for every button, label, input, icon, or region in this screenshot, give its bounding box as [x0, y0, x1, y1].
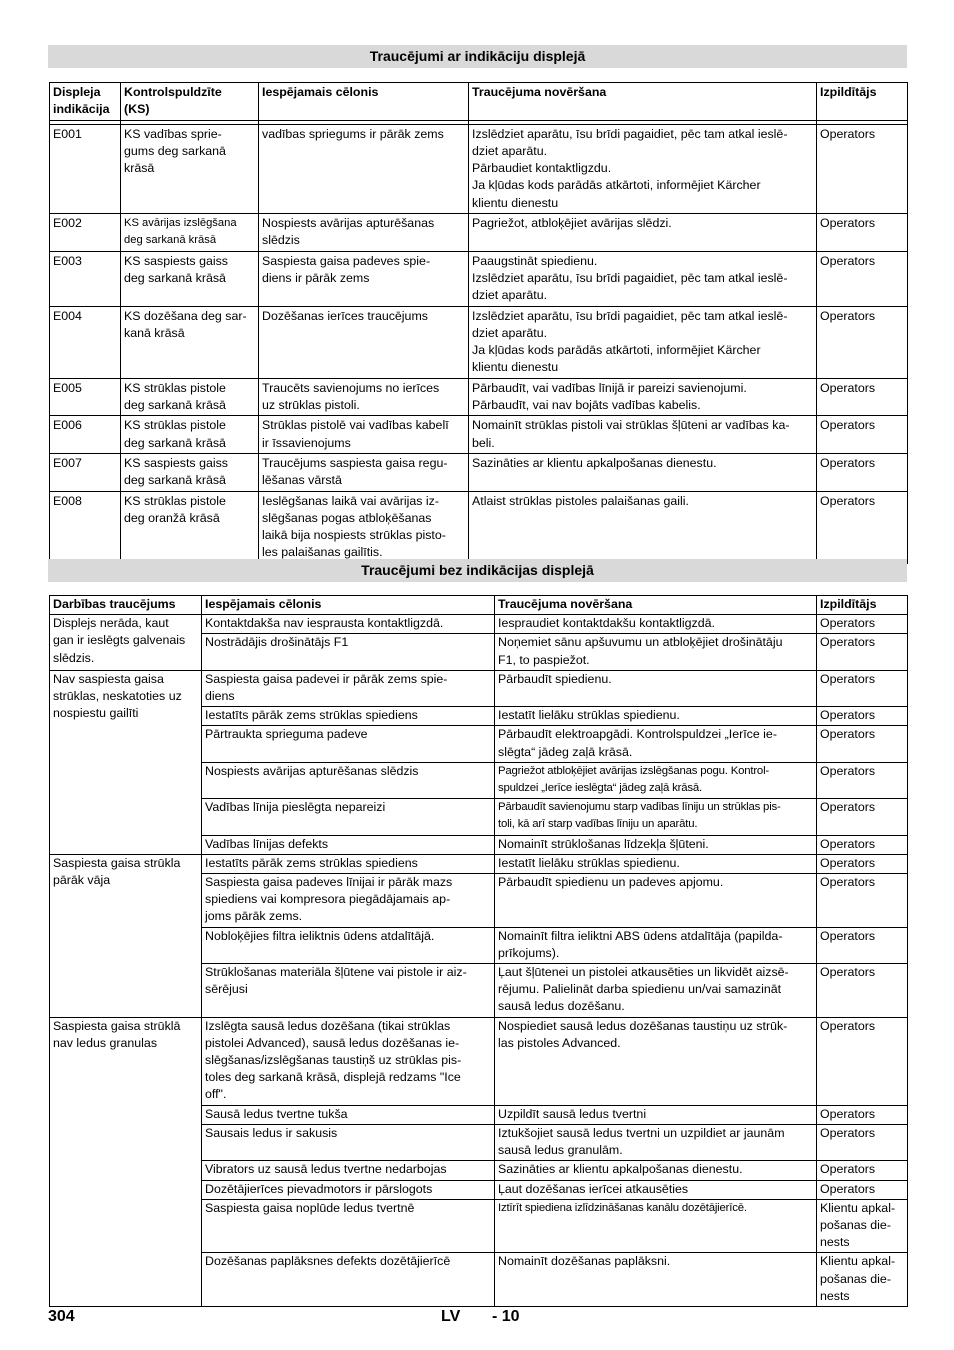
- table-row: [50, 214, 908, 252]
- table-cell: Operators: [817, 214, 908, 252]
- table-cell: Pagriežot, atbloķējiet avārijas slēdzi.: [469, 214, 817, 252]
- table-cell: Iztīrīt spiediena izlīdzināšanas kanālu dozētājierīcē.: [495, 1199, 817, 1253]
- table-cell: Pārbaudīt, vai vadības līnijā ir pareizi savienojumi. Pārbaudīt, vai nav bojāts vadības kabelis.: [469, 378, 817, 416]
- non-display-faults-table: [49, 595, 908, 1307]
- sub-page-number: - 10: [492, 1308, 520, 1325]
- col-header-performer: Izpildītājs: [817, 83, 908, 121]
- table-row: [50, 670, 908, 706]
- table-cell: Klientu apkal- pošanas die- nests: [817, 1253, 908, 1307]
- table-row: [50, 306, 908, 378]
- table-cell: E005: [50, 378, 121, 416]
- table-cell: Operators: [817, 762, 908, 798]
- table-row: [50, 416, 908, 454]
- col-header-remedy: Traucējuma novēršana: [469, 83, 817, 121]
- table-cell: Izslēdziet aparātu, īsu brīdi pagaidiet, pēc tam atkal ieslē- dziet aparātu. Ja kļūdas kods parādās atkārtoti, informējiet Kärcher klientu dienestu: [469, 306, 817, 378]
- col-header-cause: Iespējamais cēlonis: [259, 83, 469, 121]
- table-cell: Traucējums saspiesta gaisa regu- lēšanas vārstā: [259, 453, 469, 491]
- table-cell: Sazināties ar klientu apkalpošanas dienestu.: [469, 453, 817, 491]
- table-cell: Ļaut dozēšanas ierīcei atkausēties: [495, 1180, 817, 1199]
- table-cell: Vadības līnijas defekts: [202, 835, 495, 854]
- fault-cell: Nav saspiesta gaisa strūklas, neskatoties uz nospiestu gailīti: [50, 670, 202, 854]
- table-cell: Ļaut šļūtenei un pistolei atkausēties un likvidēt aizsē- rējumu. Palielināt darba spiedienu un/vai samazināt sausā ledus dozēšanu.: [495, 964, 817, 1018]
- table-row: [50, 378, 908, 416]
- section1-title: Traucējumi ar indikāciju displejā: [48, 45, 907, 68]
- table-cell: KS saspiests gaiss deg sarkanā krāsā: [121, 251, 259, 306]
- table-cell: Nomainīt dozēšanas paplāksni.: [495, 1253, 817, 1307]
- table-cell: Kontaktdakša nav iesprausta kontaktligzdā.: [202, 615, 495, 634]
- table-cell: Operators: [817, 726, 908, 762]
- table-cell: Operators: [817, 306, 908, 378]
- table-cell: Operators: [817, 615, 908, 634]
- table-row: [50, 453, 908, 491]
- table-cell: Iestatīts pārāk zems strūklas spiediens: [202, 854, 495, 873]
- col2-header-remedy: Traucējuma novēršana: [495, 596, 817, 615]
- table-cell: Nospiediet sausā ledus dozēšanas taustiņu uz strūk- las pistoles Advanced.: [495, 1017, 817, 1105]
- table-cell: Nospiests avārijas apturēšanas slēdzis: [259, 214, 469, 252]
- table-cell: Operators: [817, 251, 908, 306]
- table-cell: Iztukšojiet sausā ledus tvertni un uzpildiet ar jaunām sausā ledus granulām.: [495, 1124, 817, 1160]
- fault-cell: Saspiesta gaisa strūkla pārāk vāja: [50, 854, 202, 1017]
- table-cell: Sazināties ar klientu apkalpošanas dienestu.: [495, 1161, 817, 1180]
- table-cell: Iespraudiet kontaktdakšu kontaktligzdā.: [495, 615, 817, 634]
- col-header-display: Displeja indikācija: [50, 83, 121, 121]
- table-cell: Operators: [817, 124, 908, 213]
- fault-cell: Saspiesta gaisa strūklā nav ledus granulas: [50, 1017, 202, 1306]
- table-cell: Operators: [817, 634, 908, 670]
- table-cell: Izslēgta sausā ledus dozēšana (tikai strūklas pistolei Advanced), sausā ledus dozēšanas ie- slēgšanas/izslēgšanas taustiņš uz strūklas pis- toles deg sarkanā krāsā, displejā redzams "Ice off".: [202, 1017, 495, 1105]
- table-row: [50, 1017, 908, 1105]
- table-cell: Pārbaudīt spiedienu.: [495, 670, 817, 706]
- table-cell: Sausā ledus tvertne tukša: [202, 1105, 495, 1124]
- col2-header-performer: Izpildītājs: [817, 596, 908, 615]
- table-cell: Operators: [817, 1161, 908, 1180]
- table-cell: KS dozēšana deg sar- kanā krāsā: [121, 306, 259, 378]
- table-cell: Operators: [817, 670, 908, 706]
- table-cell: KS vadības sprie- gums deg sarkanā krāsā: [121, 124, 259, 213]
- table-row: [50, 251, 908, 306]
- table-cell: Saspiesta gaisa padeves spie- diens ir pārāk zems: [259, 251, 469, 306]
- table-cell: Operators: [817, 1124, 908, 1160]
- table-cell: Nostrādājis drošinātājs F1: [202, 634, 495, 670]
- table-cell: Operators: [817, 1180, 908, 1199]
- table-row: [50, 615, 908, 634]
- table-cell: Vadības līnija pieslēgta nepareizi: [202, 799, 495, 835]
- table-cell: KS avārijas izslēgšana deg sarkanā krāsā: [121, 214, 259, 252]
- table-cell: Klientu apkal- pošanas die- nests: [817, 1199, 908, 1253]
- table-cell: Operators: [817, 927, 908, 963]
- table-cell: Nospiests avārijas apturēšanas slēdzis: [202, 762, 495, 798]
- table-cell: Pārtraukta sprieguma padeve: [202, 726, 495, 762]
- table-cell: Uzpildīt sausā ledus tvertni: [495, 1105, 817, 1124]
- display-faults-table: [49, 82, 908, 564]
- table-cell: Paaugstināt spiedienu. Izslēdziet aparātu, īsu brīdi pagaidiet, pēc tam atkal ieslē- dziet aparātu.: [469, 251, 817, 306]
- col2-header-cause: Iespējamais cēlonis: [202, 596, 495, 615]
- table-cell: Strūklošanas materiāla šļūtene vai pistole ir aiz- sērējusi: [202, 964, 495, 1018]
- table-cell: Vibrators uz sausā ledus tvertne nedarbojas: [202, 1161, 495, 1180]
- table-cell: Dozēšanas paplāksnes defekts dozētājierīcē: [202, 1253, 495, 1307]
- table-cell: Operators: [817, 854, 908, 873]
- table-cell: E007: [50, 453, 121, 491]
- table-cell: E003: [50, 251, 121, 306]
- table-cell: Nobloķējies filtra ieliktnis ūdens atdalītājā.: [202, 927, 495, 963]
- table-cell: Nomainīt strūklas pistoli vai strūklas šļūteni ar vadības ka- beli.: [469, 416, 817, 454]
- table-cell: Iestatīts pārāk zems strūklas spiediens: [202, 707, 495, 726]
- table-cell: E001: [50, 124, 121, 213]
- table-cell: E006: [50, 416, 121, 454]
- table-cell: Pārbaudīt savienojumu starp vadības līniju un strūklas pis- toli, kā arī starp vadības līniju un aparātu.: [495, 799, 817, 835]
- table-row: [50, 124, 908, 213]
- table-cell: E008: [50, 491, 121, 563]
- table-cell: Operators: [817, 707, 908, 726]
- table-cell: Pagriežot atbloķējiet avārijas izslēgšanas pogu. Kontrol- spuldzei „Ierīce ieslēgta“ jādeg zaļā krāsā.: [495, 762, 817, 798]
- table-cell: Iestatīt lielāku strūklas spiedienu.: [495, 854, 817, 873]
- table-cell: Atlaist strūklas pistoles palaišanas gaili.: [469, 491, 817, 563]
- table-cell: E002: [50, 214, 121, 252]
- language-code: LV: [441, 1308, 461, 1325]
- fault-cell: Displejs nerāda, kaut gan ir ieslēgts galvenais slēdzis.: [50, 615, 202, 671]
- table-cell: KS saspiests gaiss deg sarkanā krāsā: [121, 453, 259, 491]
- table-cell: Operators: [817, 835, 908, 854]
- table-cell: Traucēts savienojums no ierīces uz strūklas pistoli.: [259, 378, 469, 416]
- table-cell: Nomainīt strūklošanas līdzekļa šļūteni.: [495, 835, 817, 854]
- table-cell: Iestatīt lielāku strūklas spiedienu.: [495, 707, 817, 726]
- table-cell: Izslēdziet aparātu, īsu brīdi pagaidiet, pēc tam atkal ieslē- dziet aparātu. Pārbaudiet kontaktligzdu. Ja kļūdas kods parādās atkārtoti, informējiet Kärcher klientu dienestu: [469, 124, 817, 213]
- table-cell: Saspiesta gaisa padevei ir pārāk zems spie- diens: [202, 670, 495, 706]
- section2-title: Traucējumi bez indikācijas displejā: [48, 559, 907, 582]
- page-number: 304: [48, 1308, 75, 1325]
- table-cell: Operators: [817, 453, 908, 491]
- table-cell: KS strūklas pistole deg sarkanā krāsā: [121, 416, 259, 454]
- table-cell: Strūklas pistolē vai vadības kabelī ir īssavienojums: [259, 416, 469, 454]
- table-cell: Operators: [817, 874, 908, 928]
- table-cell: Pārbaudīt spiedienu un padeves apjomu.: [495, 874, 817, 928]
- table-cell: Operators: [817, 1017, 908, 1105]
- table-cell: Pārbaudīt elektroapgādi. Kontrolspuldzei „Ierīce ie- slēgta“ jādeg zaļā krāsā.: [495, 726, 817, 762]
- table-cell: E004: [50, 306, 121, 378]
- table-cell: Operators: [817, 964, 908, 1018]
- table-cell: Operators: [817, 491, 908, 563]
- table-cell: Sausais ledus ir sakusis: [202, 1124, 495, 1160]
- table-cell: Operators: [817, 378, 908, 416]
- table-cell: KS strūklas pistole deg sarkanā krāsā: [121, 378, 259, 416]
- table-cell: Operators: [817, 1105, 908, 1124]
- table-row: [50, 854, 908, 873]
- table-row: [50, 491, 908, 563]
- col2-header-fault: Darbības traucējums: [50, 596, 202, 615]
- table-cell: Operators: [817, 799, 908, 835]
- table-cell: Ieslēgšanas laikā vai avārijas iz- slēgšanas pogas atbloķēšanas laikā bija nospiests strūklas pisto- les palaišanas gailītis.: [259, 491, 469, 563]
- table-cell: Dozētājierīces pievadmotors ir pārslogots: [202, 1180, 495, 1199]
- col-header-indicator: Kontrolspuldzīte (KS): [121, 83, 259, 121]
- table-cell: vadības spriegums ir pārāk zems: [259, 124, 469, 213]
- table-cell: KS strūklas pistole deg oranžā krāsā: [121, 491, 259, 563]
- table-cell: Operators: [817, 416, 908, 454]
- table-cell: Dozēšanas ierīces traucējums: [259, 306, 469, 378]
- table-cell: Saspiesta gaisa noplūde ledus tvertnē: [202, 1199, 495, 1253]
- table-cell: Noņemiet sānu apšuvumu un atbloķējiet drošinātāju F1, to paspiežot.: [495, 634, 817, 670]
- table-cell: Nomainīt filtra ieliktni ABS ūdens atdalītāja (papilda- prīkojums).: [495, 927, 817, 963]
- table-cell: Saspiesta gaisa padeves līnijai ir pārāk mazs spiediens vai kompresora piegādājamais ap- joms pārāk zems.: [202, 874, 495, 928]
